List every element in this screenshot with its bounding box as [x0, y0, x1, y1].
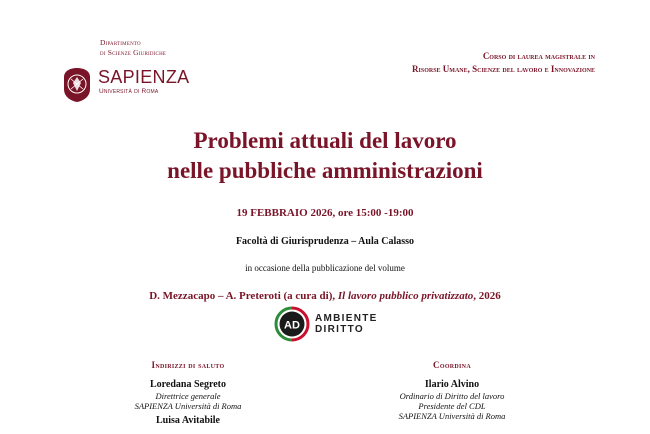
event-date: 19 FEBBRAIO 2026, ore 15:00 -19:00: [236, 207, 414, 219]
chair-heading: Coordina: [433, 360, 471, 370]
greetings-column: [58, 360, 318, 426]
sapienza-seal-icon: [62, 67, 92, 103]
speaker-role-line2: SAPIENZA Università di Roma: [134, 401, 242, 411]
greetings-heading: Indirizzi di saluto: [151, 360, 225, 370]
course-line2: Risorse Umane, Scienze del lavoro e Innovazione: [412, 64, 595, 74]
book-reference: [0, 290, 650, 302]
event-title-line1: Problemi attuali del lavoro: [193, 128, 457, 153]
event-title-line2: nelle pubbliche amministrazioni: [167, 158, 483, 183]
chair-role-line1: Ordinario di Diritto del lavoro: [399, 391, 505, 401]
chair-role-line2: Presidente del CDL: [418, 401, 486, 411]
course-line1: Corso di laurea magistrale in: [482, 51, 595, 61]
event-title: [0, 126, 650, 186]
ad-logo-letters: AD: [284, 319, 300, 332]
department-line1: Dipartimento: [100, 38, 141, 47]
speaker-role-line1: Direttrice generale: [155, 391, 221, 401]
publisher-name-line2: DIRITTO: [315, 324, 364, 335]
department-line2: di Scienze Giuridiche: [100, 47, 167, 57]
course-label: [295, 50, 595, 76]
book-authors: D. Mezzacapo – A. Preteroti (a cura di),: [149, 290, 338, 302]
chair-column: [322, 360, 582, 421]
event-occasion: in occasione della pubblicazione del volume: [245, 263, 405, 273]
speaker-role: [58, 391, 318, 411]
publisher-name: [315, 313, 378, 335]
publisher-name-line1: AMBIENTE: [315, 313, 378, 324]
ambiente-diritto-logo-icon: [274, 306, 310, 342]
university-name: SAPIENZA: [98, 67, 190, 87]
university-subtitle: Università di Roma: [99, 88, 159, 95]
chair-role: [322, 391, 582, 421]
department-label: [100, 38, 300, 57]
chair-role-line3: SAPIENZA Università di Roma: [398, 411, 506, 421]
event-venue: Facoltà di Giurisprudenza – Aula Calasso: [235, 236, 415, 247]
speaker-name: Loredana Segreto: [149, 379, 226, 390]
book-title: Il lavoro pubblico privatizzato: [337, 290, 474, 302]
chair-name: Ilario Alvino: [424, 379, 480, 390]
speaker-name-2: Luisa Avitabile: [156, 415, 220, 426]
book-year: , 2026: [473, 290, 501, 302]
